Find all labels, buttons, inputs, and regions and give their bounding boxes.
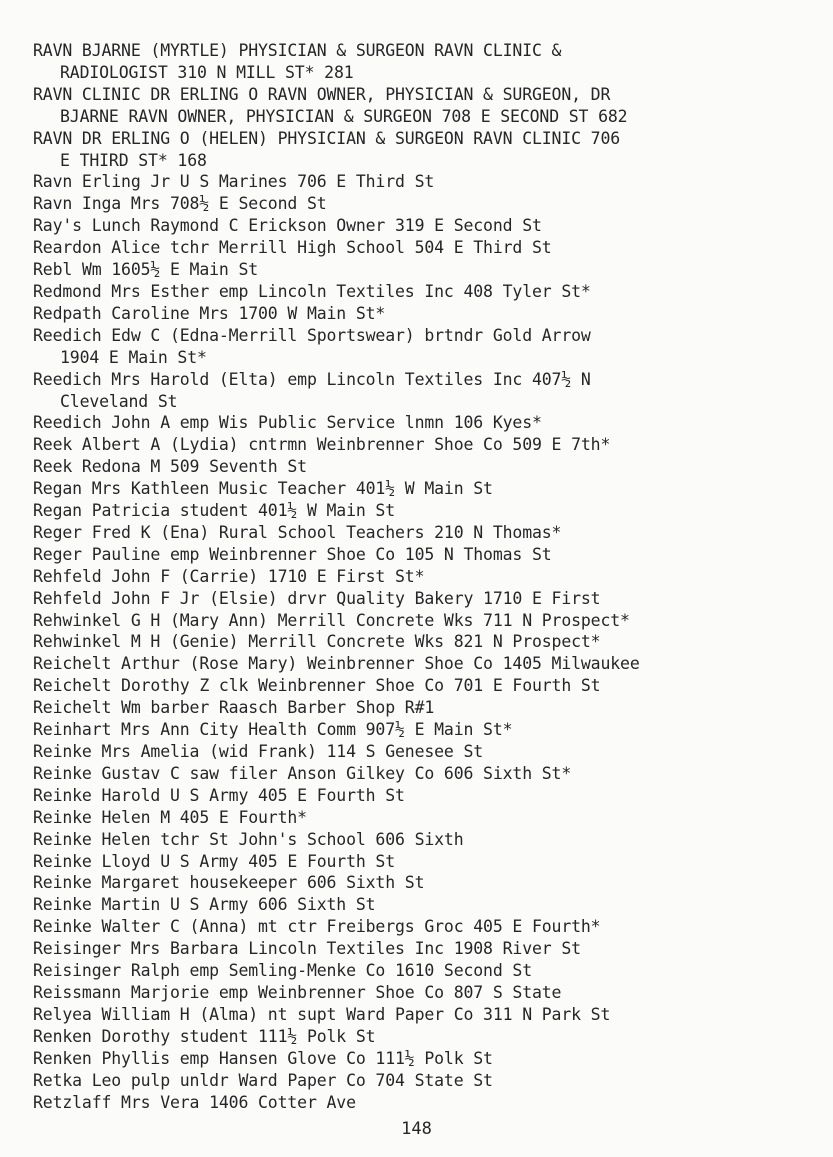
entry-line: Renken Phyllis emp Hansen Glove Co 111½ Polk St [33,1048,493,1068]
entry-line: Reinke Helen tchr St John's School 606 Sixth [33,829,464,849]
entry-line: Rehfeld John F Jr (Elsie) drvr Quality Bakery 1710 E First [33,588,601,608]
entry-line: Reger Pauline emp Weinbrenner Shoe Co 105 N Thomas St [33,544,552,564]
entry-line: Reisinger Ralph emp Semling-Menke Co 1610 Second St [33,961,532,981]
entry-line: Reinke Lloyd U S Army 405 E Fourth St [33,851,396,871]
entry-line: Reichelt Arthur (Rose Mary) Weinbrenner Shoe Co 1405 Milwaukee [33,654,640,674]
entry-line: Regan Patricia student 401½ W Main St [33,501,396,521]
entry-line: Reichelt Dorothy Z clk Weinbrenner Shoe Co 701 E Fourth St [33,676,601,696]
entry-line: Redpath Caroline Mrs 1700 W Main St* [33,303,386,323]
entry-line: Retzlaff Mrs Vera 1406 Cotter Ave [33,1092,356,1112]
entry-line: Reger Fred K (Ena) Rural School Teachers 210 N Thomas* [33,522,562,542]
entry-line: Retka Leo pulp unldr Ward Paper Co 704 State St [33,1070,493,1090]
entry-line: Relyea William H (Alma) nt supt Ward Paper Co 311 N Park St [33,1004,611,1024]
entry-line: Ravn Erling Jr U S Marines 706 E Third St [33,172,435,192]
entry-line: Reek Albert A (Lydia) cntrmn Weinbrenner Shoe Co 509 E 7th* [33,435,611,455]
entry-line: E THIRD ST* 168 [60,150,207,170]
entry-line: Regan Mrs Kathleen Music Teacher 401½ W Main St [33,479,493,499]
entry-line: Reinhart Mrs Ann City Health Comm 907½ E Main St* [33,720,513,740]
entry-line: Reedich John A emp Wis Public Service lnmn 106 Kyes* [33,413,542,433]
entry-line: Reisinger Mrs Barbara Lincoln Textiles Inc 1908 River St [33,939,581,959]
entry-line: RAVN DR ERLING O (HELEN) PHYSICIAN & SURGEON RAVN CLINIC 706 [33,128,621,148]
entry-line: Ravn Inga Mrs 708½ E Second St [33,194,327,214]
entry-line: Reinke Gustav C saw filer Anson Gilkey Co 606 Sixth St* [33,763,572,783]
entry-line: Reedich Edw C (Edna-Merrill Sportswear) brtndr Gold Arrow [33,325,591,345]
entry-line: Reinke Walter C (Anna) mt ctr Freibergs Groc 405 E Fourth* [33,917,601,937]
entry-line: Reinke Helen M 405 E Fourth* [33,807,307,827]
entry-line: 1904 E Main St* [60,347,207,367]
entry-line: Reinke Mrs Amelia (wid Frank) 114 S Genesee St [33,742,484,761]
entry-line: Redmond Mrs Esther emp Lincoln Textiles Inc 408 Tyler St* [33,281,591,301]
entry-line: Reinke Harold U S Army 405 E Fourth St [33,785,405,805]
entry-line: RADIOLOGIST 310 N MILL ST* 281 [60,62,354,82]
entry-line: RAVN CLINIC DR ERLING O RAVN OWNER, PHYSICIAN & SURGEON, DR [33,84,611,104]
entry-line: Rebl Wm 1605½ E Main St [33,260,259,280]
entry-line: Ray's Lunch Raymond C Erickson Owner 319 E Second St [33,216,542,236]
entry-line: Reinke Margaret housekeeper 606 Sixth St [33,873,425,893]
entry-line: RAVN BJARNE (MYRTLE) PHYSICIAN & SURGEON RAVN CLINIC & [33,41,562,60]
entry-line: Reinke Martin U S Army 606 Sixth St [33,895,376,915]
entry-line: Rehfeld John F (Carrie) 1710 E First St* [33,566,425,586]
entry-line: Reichelt Wm barber Raasch Barber Shop R#1 [33,698,435,718]
entry-line: Reedich Mrs Harold (Elta) emp Lincoln Textiles Inc 407½ N [33,369,591,389]
entry-line: Renken Dorothy student 111½ Polk St [33,1026,376,1046]
entry-line: Rehwinkel M H (Genie) Merrill Concrete Wks 821 N Prospect* [33,632,601,652]
entry-line: Cleveland St [60,391,178,411]
entry-line: BJARNE RAVN OWNER, PHYSICIAN & SURGEON 708 E SECOND ST 682 [60,106,628,126]
directory-entries [33,40,819,1113]
entry-line: Reardon Alice tchr Merrill High School 504 E Third St [33,238,552,258]
entry-line: Rehwinkel G H (Mary Ann) Merrill Concrete Wks 711 N Prospect* [33,610,630,630]
entry-line: Reissmann Marjorie emp Weinbrenner Shoe Co 807 S State [33,982,562,1002]
entry-line: Reek Redona M 509 Seventh St [33,457,307,477]
page-number: 148 [401,1119,432,1139]
